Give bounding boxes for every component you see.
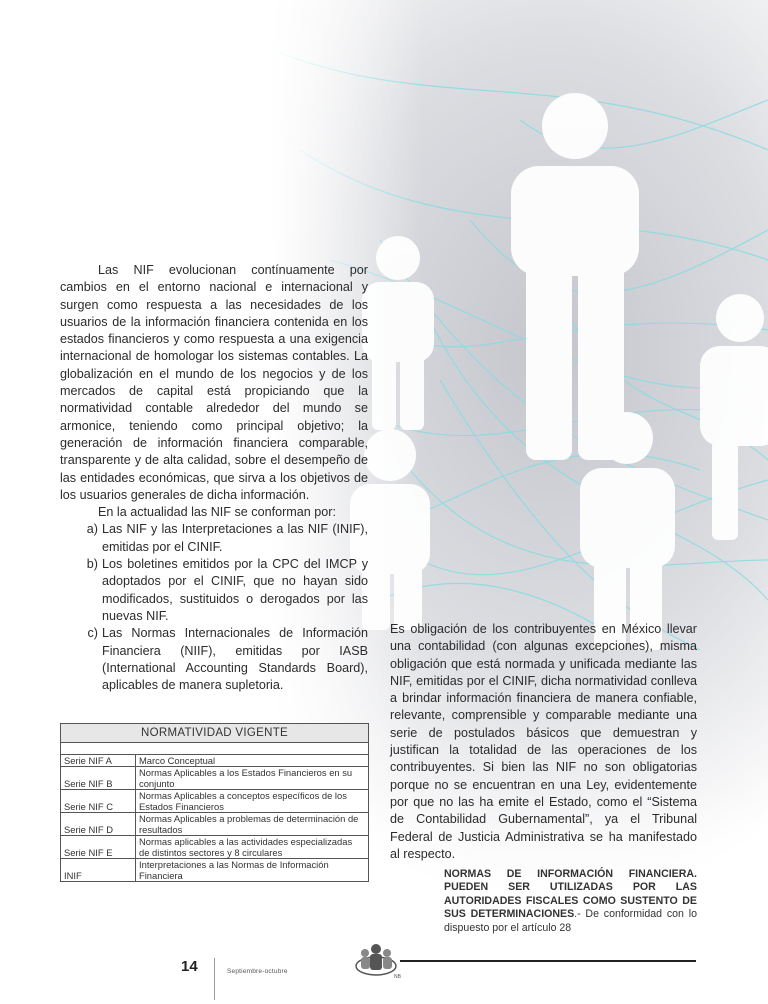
page-number: 14 xyxy=(181,958,198,975)
description-cell: Marco Conceptual xyxy=(136,755,369,767)
table-row xyxy=(61,813,369,836)
normatividad-table xyxy=(60,723,369,882)
list-text: Las NIF y las Interpretaciones a las NIF (INIF), emitidas por el CINIF. xyxy=(102,522,368,554)
table-spacer xyxy=(61,743,369,755)
description-cell: Normas Aplicables a conceptos específicos de los Estados Financieros xyxy=(136,790,369,813)
list-marker: a) xyxy=(86,522,98,537)
left-text-column xyxy=(60,262,368,694)
footer-divider xyxy=(214,958,215,1000)
table-title: NORMATIVIDAD VIGENTE xyxy=(61,724,369,743)
series-cell: INIF xyxy=(61,859,136,882)
list-item-a xyxy=(60,521,368,556)
table-row xyxy=(61,767,369,790)
series-cell: Serie NIF E xyxy=(61,836,136,859)
list-text: Los boletines emitidos por la CPC del IMCP y adoptados por el CINIF, que no hayan sido modificados, sustituidos o derogados por las nuevas NIF. xyxy=(102,557,368,623)
right-text-column xyxy=(390,621,697,863)
table-row xyxy=(61,836,369,859)
table-row xyxy=(61,755,369,767)
description-cell: Normas Aplicables a problemas de determinación de resultados xyxy=(136,813,369,836)
description-cell: Normas aplicables a las actividades especializadas de distintos sectores y 8 circulares xyxy=(136,836,369,859)
jurisprudence-title: NORMAS DE INFORMACIÓN FINANCIERA. PUEDEN SER UTILIZADAS POR LAS AUTORIDADES FISCALES COMO SUSTENTO DE SUS DETERMINACIONES xyxy=(444,868,697,921)
list-marker: b) xyxy=(86,557,98,572)
logo-text: NB xyxy=(394,974,401,980)
obligation-paragraph: Es obligación de los contribuyentes en México llevar una contabilidad (con algunas excepciones), misma obligación que está normada y unificada mediante las NIF, emitidas por el CINIF, dicha normatividad conlleva a brindar información financiera de manera confiable, relevante, comprensible y comparable mediante una serie de postulados básicos que demuestran y justifican la totalidad de las operaciones de los contribuyentes. Si bien las NIF no son obligatorias porque no se encuentran en una Ley, evidentemente por que no las ha emite el Estado, como el “Sistema de Contabilidad Gubernamental”, ya el Tribunal Federal de Justicia Administrativa se ha manifestado al respecto. xyxy=(390,622,697,861)
intro-paragraph: Las NIF evolucionan contínuamente por cambios en el entorno nacional e internacional y surgen como respuesta a las necesidades de los usuarios de la información financiera contenida en los estados financieros y como respuesta a una exigencia internacional de homologar los sistemas contables. La globalización en el mundo de los negocios y de los mercados de capital está propiciando que la normatividad contable alrededor del mundo se armonice, teniendo como principal objetivo; la generación de información financiera comparable, transparente y de alta calidad, sobre el desempeño de las entidades económicas, que sirva a los objetivos de los usuarios generales de dicha información. xyxy=(60,263,368,502)
series-cell: Serie NIF D xyxy=(61,813,136,836)
table-row xyxy=(61,790,369,813)
list-intro: En la actualidad las NIF se conforman por: xyxy=(98,505,337,520)
list-item-b xyxy=(60,556,368,625)
issue-label: Septiembre-octubre xyxy=(227,968,288,975)
jurisprudence-text: .- De conformidad con lo dispuesto por el artículo 28 xyxy=(444,908,697,934)
list-item-c xyxy=(60,625,368,694)
people-logo-icon xyxy=(352,940,400,980)
series-cell: Serie NIF A xyxy=(61,755,136,767)
jurisprudence-block xyxy=(444,868,697,935)
footer-rule xyxy=(400,960,696,962)
series-cell: Serie NIF C xyxy=(61,790,136,813)
list-text: Las Normas Internacionales de Información Financiera (NIIF), emitidas por IASB (International Accounting Standards Board), aplicables de manera supletoria. xyxy=(102,626,368,693)
description-cell: Interpretaciones a las Normas de Información Financiera xyxy=(136,859,369,882)
list-marker: c) xyxy=(87,626,98,641)
series-cell: Serie NIF B xyxy=(61,767,136,790)
description-cell: Normas Aplicables a los Estados Financieros en su conjunto xyxy=(136,767,369,790)
table-row xyxy=(61,859,369,882)
